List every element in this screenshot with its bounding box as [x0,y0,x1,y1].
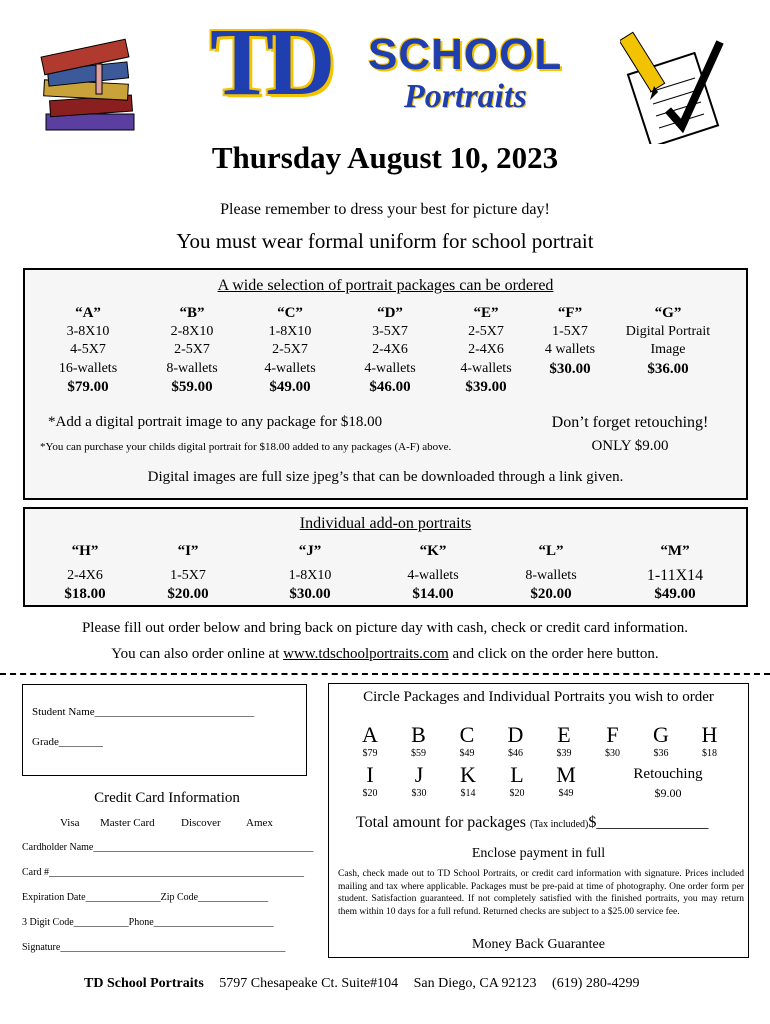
order-option-price: $18 [702,748,717,759]
card-amex[interactable]: Amex [246,817,273,829]
order-row-2 [350,762,600,802]
retouching-price: $9.00 [654,786,682,800]
package-line: 4-wallets [364,360,416,376]
addon-desc: 8-wallets [525,567,577,583]
page-title: Thursday August 10, 2023 [211,140,559,175]
addon-price: $30.00 [289,586,331,602]
package-line: Image [650,342,686,357]
package-line: Digital Portrait [625,323,711,339]
addon-name: “I” [177,543,199,559]
addon-desc: 4-wallets [407,567,459,583]
footer-address: 5797 Chesapeake Ct. Suite#104 [219,976,399,991]
enclose-payment: Enclose payment in full [471,846,606,861]
addon-h [35,542,135,604]
order-option-letter: F [606,722,619,747]
addon-desc: 1-5X7 [170,567,206,583]
retouch-price: ONLY $9.00 [591,438,669,454]
addon-name: “K” [419,543,447,559]
order-option-d[interactable] [496,722,536,759]
addon-price: $20.00 [530,586,572,602]
order-option-price: $20 [362,788,378,799]
addon-desc: 1-11X14 [646,566,704,584]
order-option-letter: C [459,722,475,747]
payment-policy: Cash, check made out to TD School Portraits, or credit card information with signature. Prices included mailing and tax where applicable. Packages must be pre-paid at time of photography. One order form per student. Satisfaction guaranteed. If not completely satisfied with the finished portraits, you may return them within 10 days for a full refund. Returned checks are subject to a $25.00 service fee. [338,869,744,917]
uniform-notice: You must wear formal uniform for school portrait [176,229,594,253]
grade-field[interactable] [32,736,103,748]
order-option-price: $49 [459,748,475,759]
order-option-letter: B [411,722,426,747]
grade-label: Grade [32,736,59,748]
total-line [356,814,708,832]
package-line: 1-5X7 [552,323,588,339]
package-f [520,304,620,378]
addon-name: “L” [538,543,564,559]
package-line: 2-8X10 [170,323,214,339]
logo-school: SCHOOL [368,30,563,79]
card-discover[interactable]: Discover [181,817,221,829]
package-line: 2-4X6 [468,342,504,357]
addon-desc: 2-4X6 [67,567,103,583]
student-name-line: _____________________________ [94,706,255,718]
student-name-label: Student Name [32,706,95,718]
packages-title: A wide selection of portrait packages can be ordered [217,277,554,294]
order-option-b[interactable] [399,722,439,759]
student-name-field[interactable] [32,706,254,718]
online-text-pre: You can also order online at [111,646,284,662]
footer [84,976,640,992]
package-line: 2-5X7 [174,342,210,357]
addon-price: $49.00 [654,586,696,602]
package-line: 4 wallets [544,342,596,357]
order-box-title: Circle Packages and Individual Portraits you wish to order [363,689,714,705]
order-option-price: $46 [508,748,523,759]
order-option-letter: G [653,722,669,747]
retouching-option[interactable]: Retouching [633,766,703,782]
order-option-k[interactable] [448,762,488,799]
website-link[interactable]: www.tdschoolportraits.com [283,646,449,662]
student-info-box [22,684,307,776]
package-price: $39.00 [465,379,507,395]
package-b [142,304,242,397]
addon-desc: 1-8X10 [288,567,332,583]
package-name: “F” [557,305,583,321]
order-instructions: Please fill out order below and bring back on picture day with cash, check or credit card information. [81,620,689,636]
order-option-h[interactable] [690,722,730,759]
checklist-pencil-clipart [620,22,724,144]
order-option-price: $39 [556,748,572,759]
card-mastercard[interactable]: Master Card [100,817,155,829]
card-visa[interactable]: Visa [60,817,80,829]
expiration-zip-field[interactable]: Expiration Date_______________Zip Code______________ [22,892,269,903]
card-number-field[interactable]: Card #___________________________________________________ [22,867,304,878]
books-clipart [40,36,142,136]
package-line: 3-5X7 [372,323,408,339]
order-option-price: $79 [362,748,378,759]
total-label: Total amount for packages [356,814,526,831]
addon-name: “M” [660,543,690,559]
addon-k [383,542,483,604]
order-option-price: $30 [605,748,620,759]
add-digital-note: *Add a digital portrait image to any package for $18.00 [48,414,383,430]
order-option-price: $14 [460,788,476,799]
addon-l [501,542,601,604]
order-option-price: $20 [509,788,525,799]
retouch-reminder: Don’t forget retouching! [551,414,709,431]
package-name: “C” [277,305,303,321]
total-amount-field[interactable]: $______________ [588,814,709,831]
digital-images-note: Digital images are full size jpeg’s that can be downloaded through a link given. [147,469,624,485]
credit-card-title: Credit Card Information [94,790,240,806]
addons-title: Individual add-on portraits [299,515,472,532]
online-text-post: and click on the order here button. [448,646,659,662]
order-option-c[interactable] [447,722,487,759]
cardholder-field[interactable]: Cardholder Name____________________________________________ [22,842,314,853]
addon-price: $14.00 [412,586,454,602]
package-name: “B” [179,305,205,321]
addon-m [621,542,729,604]
package-price: $30.00 [549,360,591,377]
order-option-price: $30 [411,788,427,799]
package-line: 2-5X7 [468,323,504,339]
code-phone-field[interactable]: 3 Digit Code___________Phone________________________ [22,917,274,928]
grade-line: ________ [58,736,103,748]
addon-price: $20.00 [167,586,209,602]
package-line: 4-wallets [460,360,512,376]
cut-line [0,673,770,675]
order-row-1 [350,722,740,762]
signature-field[interactable]: Signature_____________________________________________ [22,942,286,953]
package-line: 2-5X7 [272,342,308,357]
addon-i [138,542,238,604]
order-option-letter: I [366,762,374,787]
package-line: 4-wallets [264,360,316,376]
package-price: $79.00 [67,379,109,395]
order-option-letter: D [507,722,524,747]
order-option-price: $49 [558,788,574,799]
order-option-letter: H [701,722,718,747]
order-option-l[interactable] [497,762,537,799]
order-option-price: $36 [653,748,669,759]
order-option-e[interactable] [544,722,584,759]
package-line: 16-wallets [58,360,118,376]
package-line: 2-4X6 [372,342,408,357]
package-g [612,304,724,378]
order-option-price: $59 [411,748,426,759]
order-option-i[interactable] [350,762,390,799]
order-option-letter: E [557,722,571,747]
package-line: 1-8X10 [268,323,312,339]
order-option-letter: K [460,762,476,787]
addon-name: “J” [298,543,322,559]
order-option-letter: J [414,762,424,787]
online-instructions [0,646,770,663]
order-option-a[interactable] [350,722,390,759]
package-price: $36.00 [647,360,689,377]
order-option-letter: M [556,762,576,787]
addon-name: “H” [71,543,99,559]
package-c [240,304,340,397]
addon-price: $18.00 [64,586,106,602]
order-option-g[interactable] [641,722,681,759]
order-option-j[interactable] [399,762,439,799]
package-name: “D” [377,305,403,321]
logo-portraits: Portraits [404,78,527,115]
purchase-note: *You can purchase your childs digital portrait for $18.00 added to any packages (A-F) above. [40,441,452,453]
package-line: 3-8X10 [66,323,110,339]
package-name: “E” [473,305,499,321]
order-option-letter: A [362,722,378,747]
order-option-letter: L [510,762,524,787]
footer-city: San Diego, CA 92123 [413,976,537,991]
package-name: “A” [75,305,101,321]
package-line: 4-5X7 [70,342,106,357]
package-line: 8-wallets [166,360,218,376]
footer-phone: (619) 280-4299 [552,976,640,991]
dress-reminder: Please remember to dress your best for picture day! [220,201,550,218]
package-name: “G” [654,305,682,321]
footer-company: TD School Portraits [84,976,204,991]
logo-td: TD [210,8,328,115]
package-price: $49.00 [269,379,311,395]
addon-j [260,542,360,604]
order-option-m[interactable] [546,762,586,799]
tax-note: (Tax included) [529,819,589,830]
package-d [340,304,440,397]
order-option-f[interactable] [593,722,633,759]
package-price: $46.00 [369,379,411,395]
package-a [38,304,138,397]
package-price: $59.00 [171,379,213,395]
money-back-guarantee: Money Back Guarantee [472,937,605,952]
